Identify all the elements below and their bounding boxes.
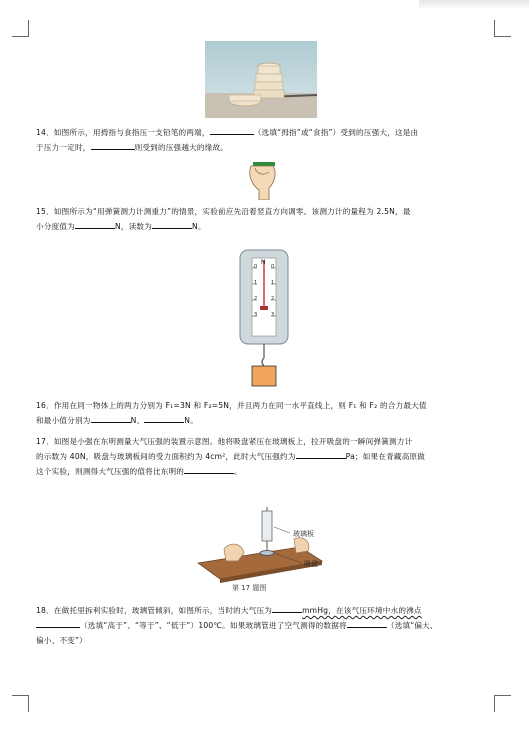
q17-text-4: 这个实验，则测得大气压强的值将比东明的 [36, 467, 185, 476]
label-glass-plate: 玻璃板 [293, 530, 314, 538]
q16-text-1: 16．作用在同一物体上的两力分别为 F₁=3N 和 F₂=5N，并且两力在同一水平直线上，则 F₁ 和 F₂ 的合力最大值 [36, 401, 427, 410]
scale-tick-right-1: 1 [271, 280, 275, 286]
q16-sep: N、 [130, 416, 145, 425]
q17-text-3: Pa；如果在青藏高原做 [345, 452, 426, 461]
scale-unit-label: N [261, 259, 266, 266]
scale-tick-right-3: 3 [271, 312, 275, 318]
question-18 [36, 603, 498, 648]
scale-tick-right-0: 0 [271, 264, 275, 270]
q17-text-1: 17．如图是小强在东明测量大气压强的装置示意图。他将吸盘紧压在玻璃板上，拉开吸盘的一瞬间弹簧测力计 [36, 437, 413, 446]
q16-end: N。 [184, 416, 198, 425]
scale-tick-left-3: 3 [254, 312, 258, 318]
q18-text-1: 18．在做托里拆利实验时，玻璃管倾斜，如图所示，当时的大气压为 [36, 606, 273, 615]
question-17 [36, 434, 498, 479]
question-16 [36, 398, 498, 428]
q14-text-1: 14．如图所示，用拇指与食指压一支铅笔的两端， [36, 128, 210, 137]
crop-mark-top-left [12, 20, 29, 37]
q15-unit-1: N，读数为 [114, 222, 153, 231]
figure-17-caption: 第 17 题图 [232, 584, 267, 592]
crop-mark-bottom-right [494, 695, 511, 712]
scale-tick-left-2: 2 [254, 296, 258, 302]
q14-blank-2[interactable] [91, 140, 135, 150]
q17-text-5: 。 [234, 467, 242, 476]
q18-blank-2[interactable] [36, 618, 80, 628]
hand-pencil-figure [245, 160, 281, 200]
question-14 [36, 125, 498, 155]
spring-scale-figure [232, 246, 296, 388]
q18-unit: mmHg，在该气压环境中水的沸点 [302, 606, 422, 615]
question-15 [36, 204, 498, 234]
q17-blank-2[interactable] [184, 464, 234, 474]
q14-text-3: 于压力一定时， [36, 143, 91, 152]
crop-mark-bottom-left [12, 695, 29, 712]
q16-blank-1[interactable] [91, 413, 131, 423]
suction-cup-figure [190, 505, 328, 585]
q14-text-2: （选填“拇指”或“食指”）受到的压强大，这是由 [253, 128, 419, 137]
q14-text-4: 则受到的压强越大的缘故。 [134, 143, 229, 152]
q15-blank-1[interactable] [75, 219, 115, 229]
q15-blank-2[interactable] [152, 219, 192, 229]
q16-blank-2[interactable] [144, 413, 184, 423]
q15-text-1: 15．如图所示为“用弹簧测力计测重力”的情景，实验前应先沿着竖直方向调零。该测力计的量程为 2.5N，最 [36, 207, 411, 216]
crop-mark-top-right [494, 20, 511, 37]
label-suction-cup: 吸盘 [304, 560, 318, 568]
scale-tick-left-0: 0 [254, 264, 258, 270]
scale-tick-left-1: 1 [254, 280, 258, 286]
q18-text-3: （选填“偏大、 [386, 621, 438, 630]
stacked-discs-photo [205, 41, 317, 118]
page-edge-shade [419, 0, 529, 8]
q18-text-4: 偏小、不变”） [36, 636, 87, 645]
scale-tick-right-2: 2 [271, 296, 275, 302]
q18-blank-1[interactable] [272, 603, 302, 613]
q16-text-2: 和最小值分别为 [36, 416, 91, 425]
q18-blank-3[interactable] [347, 618, 387, 628]
q14-blank-1[interactable] [210, 125, 254, 135]
q15-unit-2: N。 [192, 222, 206, 231]
q17-blank-1[interactable] [296, 449, 346, 459]
q18-text-2: （选填“高于”、“等于”、“低于”）100℃。如果玻璃管进了空气测得的数据将 [80, 621, 347, 630]
q17-text-2: 的示数为 40N，吸盘与玻璃板间的受力面积约为 4cm²，此时大气压强约为 [36, 452, 296, 461]
q15-text-2: 小分度值为 [36, 222, 75, 231]
